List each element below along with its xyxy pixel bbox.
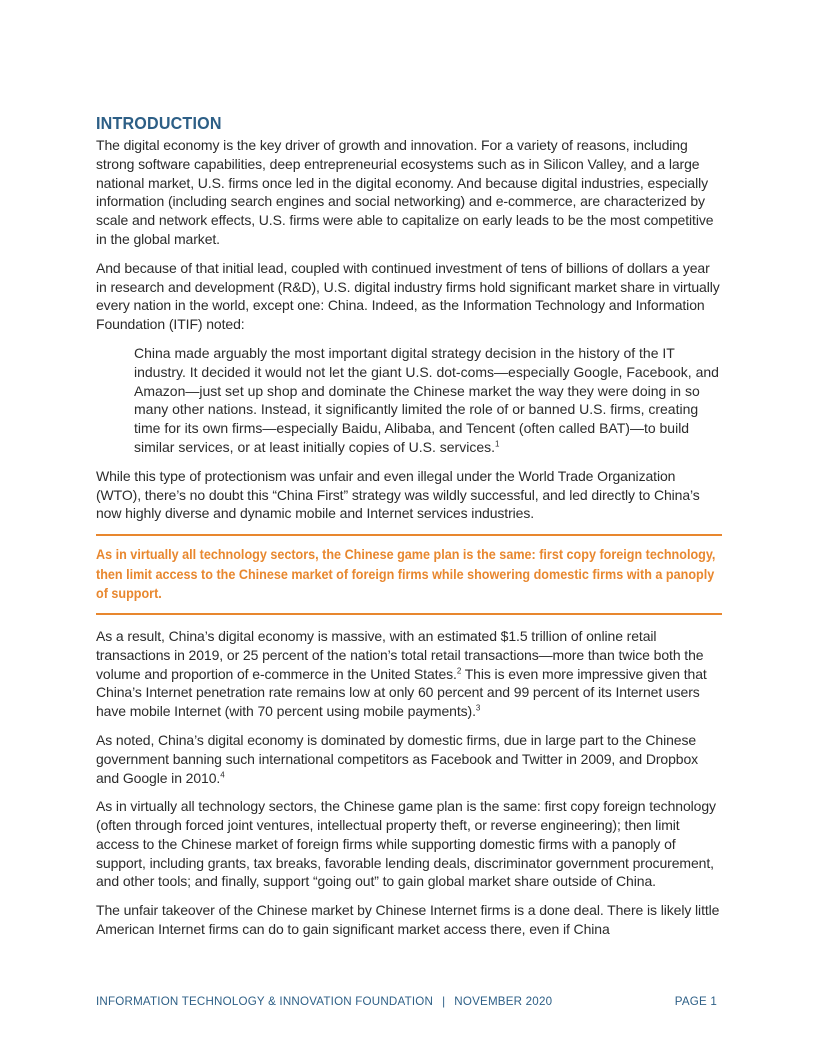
page-number: PAGE 1: [674, 995, 717, 1008]
footer-date: NOVEMBER 2020: [454, 995, 553, 1008]
page-footer: [96, 995, 717, 1008]
footer-org: INFORMATION TECHNOLOGY & INNOVATION FOUNDATION: [96, 995, 434, 1008]
footnote-ref-3: 3: [475, 703, 481, 713]
paragraph-4-part-a: As a result, China’s digital economy is massive, with an estimated $1.5 trillion of online retail transactions in 2019, or 25 percent of the nation’s total retail transactions—more than twice both the volume and proportion of e-commerce in the United States.: [96, 627, 704, 682]
paragraph-1: The digital economy is the key driver of growth and innovation. For a variety of reasons, including strong software capabilities, deep entrepreneurial ecosystems such as in Silicon Valley, and a large national market, U.S. firms once led in the digital economy. And because digital industries, especially information (including search engines and social networking) and e-commerce, are characterized by scale and network effects, U.S. firms were able to capitalize on early leads to be the most competitive in the global market.: [96, 137, 714, 247]
paragraph-3: While this type of protectionism was unfair and even illegal under the World Trade Organization (WTO), there’s no doubt this “China First” strategy was wildly successful, and led directly to China’s now highly diverse and dynamic mobile and Internet services industries.: [96, 467, 700, 522]
paragraph-5: [96, 731, 722, 787]
paragraph-6: As in virtually all technology sectors, the Chinese game plan is the same: first copy foreign technology (often through forced joint ventures, intellectual property theft, or reverse engineering); then limit access to the Chinese market of foreign firms while supporting domestic firms with a panoply of support, including grants, tax breaks, favorable lending deals, discriminator government procurement, and other tools; and finally, support “going out” to gain global market share outside of China.: [96, 798, 716, 890]
paragraph-4: [96, 627, 722, 721]
footer-separator: |: [442, 995, 446, 1008]
pull-quote: [96, 534, 722, 615]
block-quote: [134, 344, 722, 457]
paragraph-4-part-b: This is even more impressive given that China’s Internet penetration rate remains low at only 60 percent and 99 percent of its Internet users have mobile Internet (with 70 percent using mobile payments).: [96, 665, 707, 720]
footnote-ref-1: 1: [495, 439, 500, 449]
paragraph-2: And because of that initial lead, coupled with continued investment of tens of billions of dollars a year in research and development (R&D), U.S. digital industry firms hold significant market share in virtually every nation in the world, except one: China. Indeed, as the Information Technology and Information Foundation (ITIF) noted:: [96, 259, 720, 333]
pull-quote-text: As in virtually all technology sectors, the Chinese game plan is the same: first copy foreign technology, then limit access to the Chinese market of foreign firms while showering domestic firms with a panoply of support.: [96, 546, 716, 602]
footnote-ref-4: 4: [220, 769, 225, 779]
section-heading: INTRODUCTION: [96, 113, 222, 133]
footnote-ref-2: 2: [456, 665, 462, 675]
document-body: [96, 113, 722, 949]
paragraph-5-text: As noted, China’s digital economy is dominated by domestic firms, due in large part to the Chinese government banning such international competitors as Facebook and Twitter in 2009, and Dropbox and Google in 2010.: [96, 731, 699, 786]
block-quote-text: China made arguably the most important digital strategy decision in the history of the IT industry. It decided it would not let the giant U.S. dot-coms—especially Google, Facebook, and Amazon—just set up shop and dominate the Chinese market the way they were doing in so many other nations. Instead, it significantly limited the role of or banned U.S. firms, creating time for its own firms—especially Baidu, Alibaba, and Tencent (often called BAT)—to build similar services, or at least initially copies of U.S. services.: [134, 344, 719, 455]
paragraph-7: The unfair takeover of the Chinese market by Chinese Internet firms is a done deal. There is likely little American Internet firms can do to gain significant market access there, even if China: [96, 902, 720, 938]
